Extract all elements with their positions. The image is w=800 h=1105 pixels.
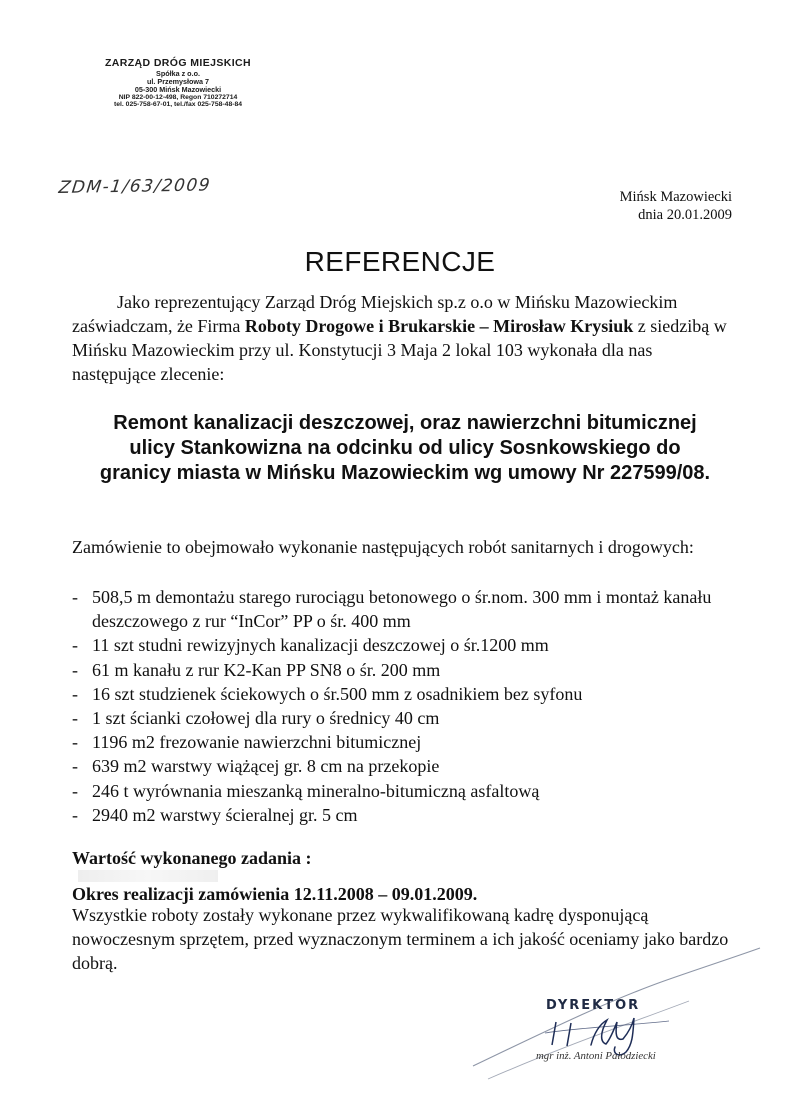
reference-number: ZDM-1/63/2009 [57,175,213,199]
list-item [72,706,732,730]
director-title: DYREKTOR [546,998,641,1013]
stamp-registration: NIP 822-00-12-498, Regon 710272714 [118,93,238,101]
list-dash: - [72,659,78,680]
list-item-text: 508,5 m demontażu starego rurociągu betonowego o śr.nom. 300 mm i montaż kanału deszczowego z rur “InCor” PP o śr. 400 mm [92,587,712,632]
intro-paragraph [72,290,732,386]
list-dash: - [72,804,78,825]
redacted-value [78,870,218,882]
list-item [72,658,732,682]
stamp-phones: tel. 025-758-67-01, tel./fax 025-758-48-84 [113,100,243,108]
place-and-date [620,188,732,224]
stamp-postal-city: 05-300 Mińsk Mazowiecki [134,84,222,94]
contract-task: Remont kanalizacji deszczowej, oraz nawierzchni bitumicznej ulicy Stankowizna na odcinku od ulicy Sosnkowskiego do granicy miasta w Mińsku Mazowieckim wg umowy Nr 227599/08. [99,412,711,484]
stamp-street: ul. Przemysłowa 7 [147,77,209,87]
list-item-text: 246 t wyrównania mieszanką mineralno-bitumiczną asfaltową [92,780,540,801]
list-item [72,682,732,706]
list-item-text: 2940 m2 warstwy ścieralnej gr. 5 cm [92,804,358,825]
contract-period: Okres realizacji zamówienia 12.11.2008 – 09.01.2009. [72,884,478,904]
list-item-text: 1 szt ścianki czołowej dla rury o średnicy 40 cm [92,708,440,729]
list-dash: - [72,587,78,607]
signature-block [470,940,770,1080]
list-item-text: 11 szt studni rewizyjnych kanalizacji deszczowej o śr.1200 mm [92,635,549,656]
document-title: REFERENCJE [304,246,496,277]
list-item-text: 16 szt studzienek ściekowych o śr.500 mm z osadnikiem bez syfonu [92,683,583,704]
list-item-text: 639 m2 warstwy wiążącej gr. 8 cm na przekopie [92,756,440,777]
letter-date: dnia 20.01.2009 [638,207,732,223]
list-item [72,633,732,657]
signature-stroke-initial [552,1022,571,1046]
intro-text-after: z siedzibą w Mińsku Mazowieckim przy ul. Konstytucji 3 Maja 2 lokal 103 wykonała dla nas następujące zlecenie: [72,316,727,384]
scope-intro-paragraph: Zamówienie to obejmowało wykonanie następujących robót sanitarnych i drogowych: [72,537,694,557]
contract-value-line [72,846,732,882]
contract-summary [72,846,732,906]
list-item [72,730,732,754]
list-dash: - [72,635,78,656]
list-item [72,754,732,778]
contractor-name: Roboty Drogowe i Brukarskie – Mirosław Krysiuk [244,316,634,336]
list-dash: - [72,708,78,729]
list-dash: - [72,756,78,777]
list-dash: - [72,780,78,801]
list-item [72,803,732,827]
stamp-company-name: ZARZĄD DRÓG MIEJSKICH [104,57,252,69]
signatory-name: mgr inż. Antoni Pałodziecki [536,1050,656,1062]
intro-text-before: Jako reprezentujący Zarząd Dróg Miejskich sp.z o.o w Mińsku Mazowieckim zaświadczam, że Firma [72,292,678,336]
company-stamp [78,58,278,108]
list-item [72,585,732,633]
list-dash: - [72,683,78,704]
list-item-text: 1196 m2 frezowanie nawierzchni bitumicznej [92,732,422,753]
contract-value-label: Wartość wykonanego zadania : [72,848,312,868]
works-list [72,585,732,827]
list-dash: - [72,732,78,753]
list-item-text: 61 m kanału z rur K2-Kan PP SN8 o śr. 200 mm [92,659,441,680]
list-item [72,779,732,803]
closing-paragraph: Wszystkie roboty zostały wykonane przez wykwalifikowaną kadrę dysponującą nowoczesnym sprzętem, przed wyznaczonym terminem a ich jakość oceniamy jako bardzo dobrą. [72,905,729,973]
stamp-company-type: Spółka z o.o. [156,69,200,79]
letter-place: Mińsk Mazowiecki [619,189,732,205]
